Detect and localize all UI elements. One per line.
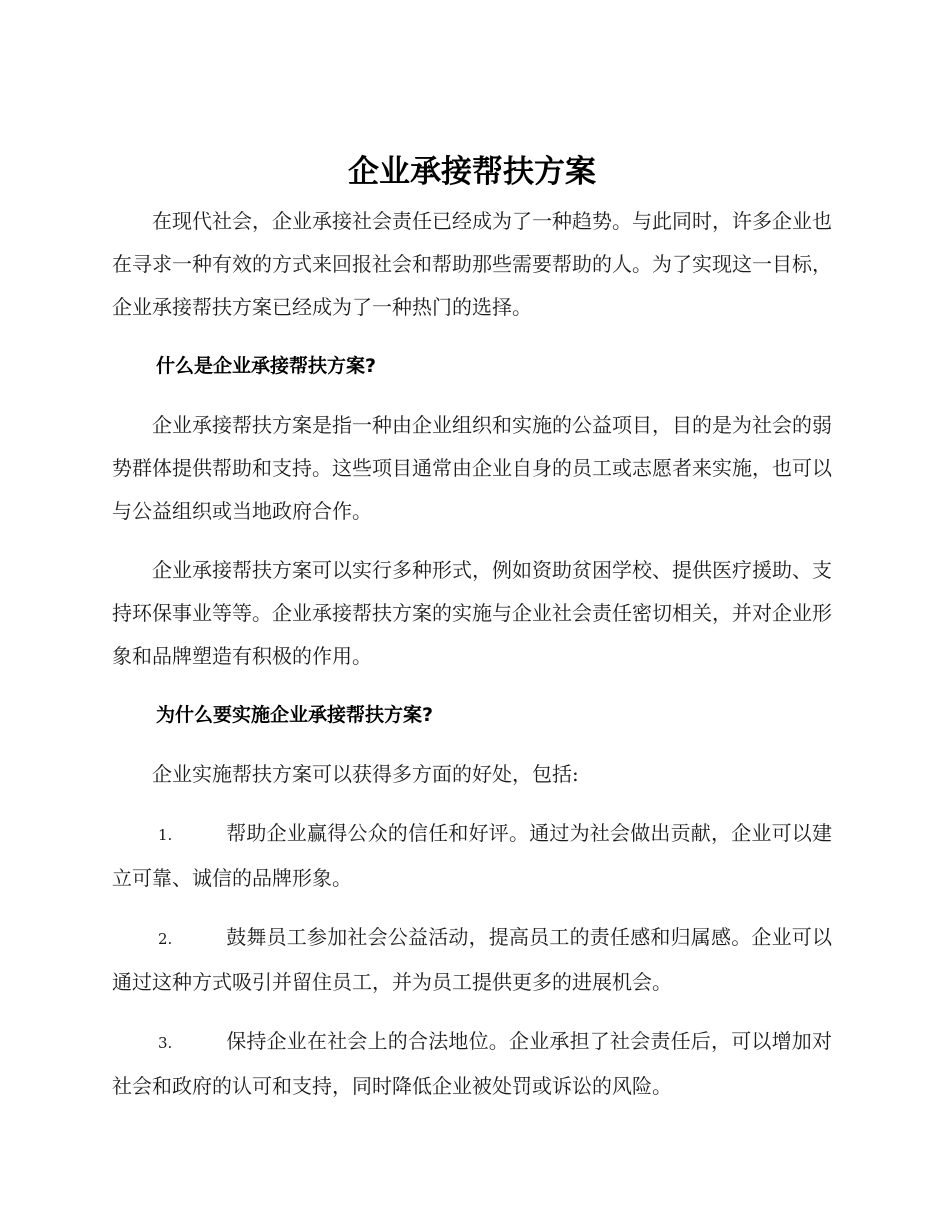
list-number: 2. — [158, 930, 173, 948]
section-heading-why: 为什么要实施企业承接帮扶方案? — [156, 704, 434, 726]
list-number: 3. — [158, 1034, 173, 1052]
list-text: 保持企业在社会上的合法地位。企业承担了社会责任后，可以增加对社会和政府的认可和支持，同时降低企业被处罚或诉讼的风险。 — [112, 1029, 832, 1098]
list-text: 帮助企业赢得公众的信任和好评。通过为社会做出贡献，企业可以建立可靠、诚信的品牌形象。 — [112, 821, 832, 890]
paragraph-definition: 企业承接帮扶方案是指一种由企业组织和实施的公益项目，目的是为社会的弱势群体提供帮助和支持。这些项目通常由企业自身的员工或志愿者来实施，也可以与公益组织或当地政府合作。 — [112, 413, 832, 523]
paragraph-forms: 企业承接帮扶方案可以实行多种形式，例如资助贫困学校、提供医疗援助、支持环保事业等等。企业承接帮扶方案的实施与企业社会责任密切相关，并对企业形象和品牌塑造有积极的作用。 — [112, 558, 832, 668]
list-item — [112, 812, 832, 900]
section-heading-what: 什么是企业承接帮扶方案? — [156, 355, 377, 377]
list-number: 1. — [158, 826, 173, 844]
list-text: 鼓舞员工参加社会公益活动，提高员工的责任感和归属感。企业可以通过这种方式吸引并留住员工，并为员工提供更多的进展机会。 — [112, 925, 832, 994]
list-item — [112, 1020, 832, 1108]
paragraph-benefits-lead: 企业实施帮扶方案可以获得多方面的好处，包括: — [152, 762, 579, 786]
document-title: 企业承接帮扶方案 — [348, 154, 596, 190]
intro-paragraph: 在现代社会，企业承接社会责任已经成为了一种趋势。与此同时，许多企业也在寻求一种有效的方式来回报社会和帮助那些需要帮助的人。为了实现这一目标，企业承接帮扶方案已经成为了一种热门的选择。 — [112, 209, 832, 319]
document-page — [112, 150, 832, 1124]
list-item — [112, 916, 832, 1004]
